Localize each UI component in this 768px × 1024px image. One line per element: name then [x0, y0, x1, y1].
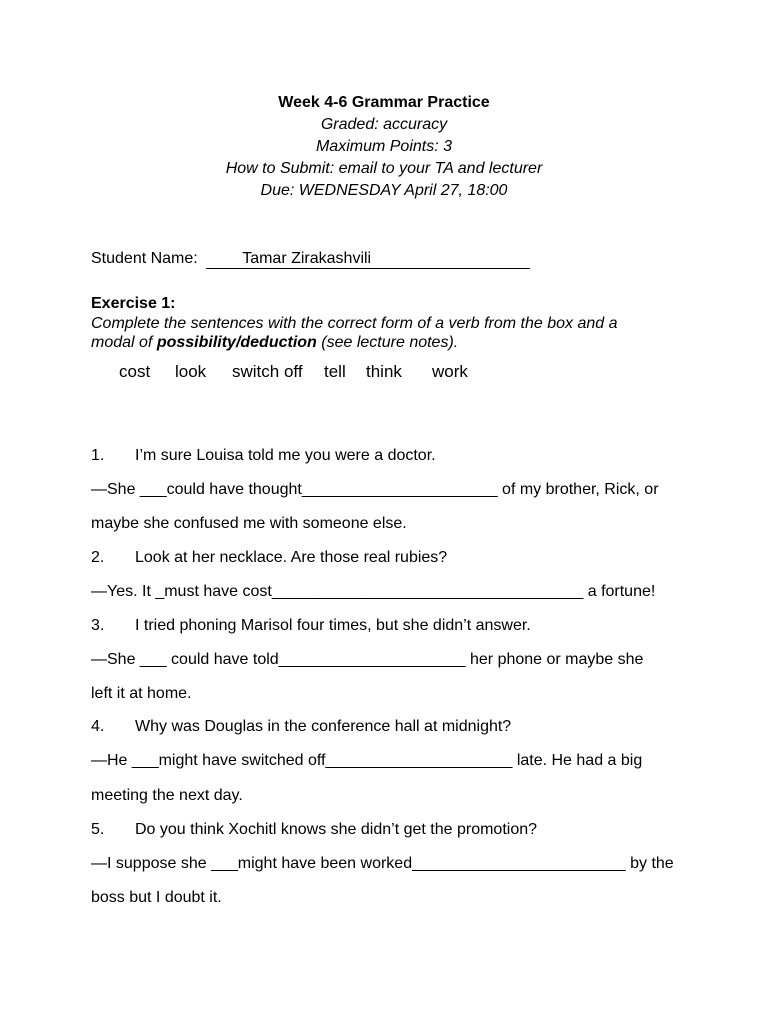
word-box-item: work — [432, 362, 468, 381]
question-1 — [91, 446, 436, 466]
question-text: I tried phoning Marisol four times, but she didn’t answer. — [135, 617, 531, 634]
worksheet-title: Week 4-6 Grammar Practice — [278, 94, 490, 111]
word-box-item: cost — [119, 362, 151, 381]
exercise-instructions — [91, 314, 651, 352]
student-name-label: Student Name: — [91, 250, 198, 267]
answer-4-continued: meeting the next day. — [91, 787, 243, 804]
answer-5[interactable]: —I suppose she ___might have been worked________________________ by the — [91, 855, 674, 872]
word-box-item: switch off — [232, 362, 303, 381]
instructions-text-2: (see lecture notes). — [316, 334, 459, 351]
answer-5-continued: boss but I doubt it. — [91, 889, 222, 906]
question-text: Look at her necklace. Are those real rubies? — [135, 549, 448, 566]
question-2 — [91, 548, 447, 568]
question-text: Why was Douglas in the conference hall at midnight? — [135, 718, 512, 735]
answer-4[interactable]: —He ___might have switched off_____________________ late. He had a big — [91, 752, 643, 769]
worksheet-header — [0, 92, 768, 202]
answer-2[interactable]: —Yes. It _must have cost___________________________________ a fortune! — [91, 583, 656, 600]
answer-1-continued: maybe she confused me with someone else. — [91, 515, 407, 532]
instructions-bold: possibility/deduction — [156, 334, 317, 351]
question-text: Do you think Xochitl knows she didn’t get the promotion? — [135, 821, 538, 838]
student-name-row — [91, 249, 530, 269]
question-5 — [91, 820, 537, 840]
max-points-info: Maximum Points: 3 — [315, 138, 453, 155]
question-number: 1. — [91, 447, 105, 464]
question-number: 4. — [91, 718, 105, 735]
question-number: 3. — [91, 617, 105, 634]
question-3 — [91, 616, 531, 636]
word-box-item: think — [366, 362, 402, 381]
question-number: 2. — [91, 549, 105, 566]
question-text: I’m sure Louisa told me you were a doctor. — [135, 447, 436, 464]
submit-info: How to Submit: email to your TA and lecturer — [225, 160, 543, 177]
instructions-text-1: Complete the sentences with the correct form of a verb from the box and a modal of — [91, 315, 618, 351]
question-4 — [91, 717, 511, 737]
answer-3-continued: left it at home. — [91, 685, 192, 702]
answer-3[interactable]: —She ___ could have told_____________________ her phone or maybe she — [91, 651, 644, 668]
question-number: 5. — [91, 821, 105, 838]
exercise-title: Exercise 1: — [91, 295, 176, 312]
word-box-item: look — [175, 362, 207, 381]
graded-info: Graded: accuracy — [320, 116, 448, 133]
due-info: Due: WEDNESDAY April 27, 18:00 — [260, 182, 508, 199]
answer-1[interactable]: —She ___could have thought______________________ of my brother, Rick, or — [91, 481, 659, 498]
student-name-field[interactable]: Tamar Zirakashvili — [206, 250, 530, 269]
word-box-item: tell — [324, 362, 346, 381]
